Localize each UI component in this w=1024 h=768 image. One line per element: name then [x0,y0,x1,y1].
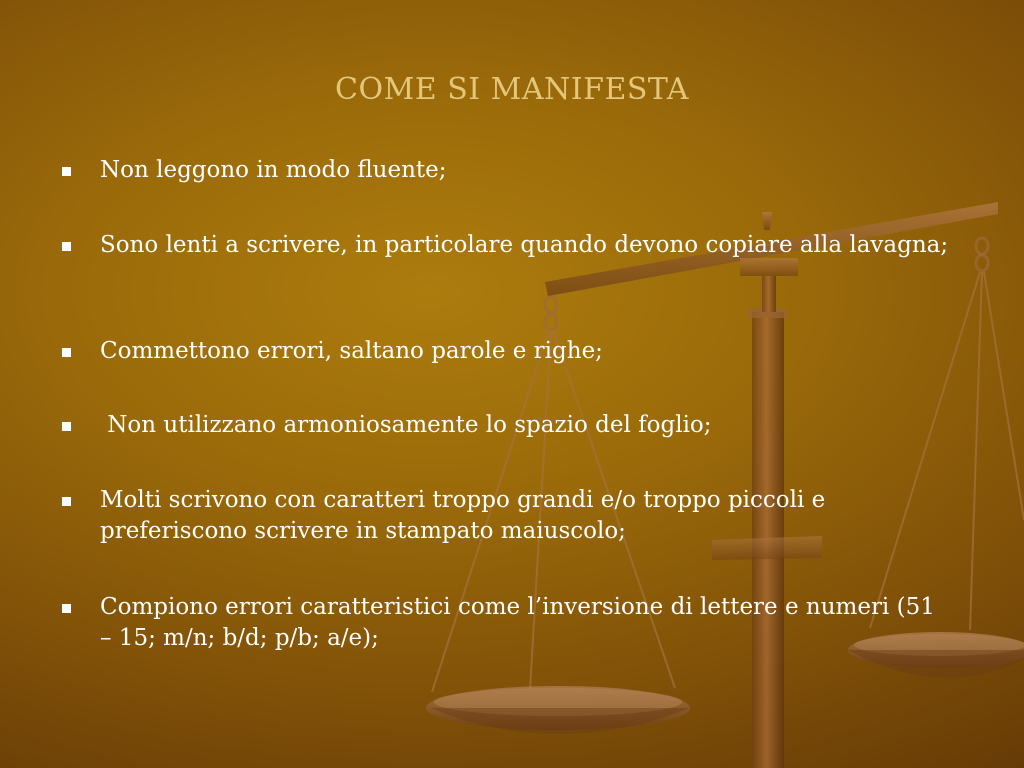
list-item-text: Non utilizzano armoniosamente lo spazio del foglio; [100,412,712,438]
square-bullet-icon [62,167,71,176]
list-item [60,410,960,441]
square-bullet-icon [62,497,71,506]
square-bullet-icon [62,348,71,357]
square-bullet-icon [62,604,71,613]
list-item [60,592,960,654]
list-item-text: Non leggono in modo fluente; [100,157,447,183]
square-bullet-icon [62,422,71,431]
list-item [60,485,960,547]
list-item [60,155,960,186]
list-item-text: Molti scrivono con caratteri troppo grandi e/o troppo piccoli e preferiscono scrivere in stampato maiuscolo; [100,487,826,544]
list-item-text: Sono lenti a scrivere, in particolare quando devono copiare alla lavagna; [100,232,949,258]
list-item-text: Compiono errori caratteristici come l’inversione di lettere e numeri (51 – 15; m/n; b/d; p/b; a/e); [100,594,935,651]
list-item [60,336,960,367]
list-item-text: Commettono errori, saltano parole e righe; [100,338,603,364]
square-bullet-icon [62,242,71,251]
slide-title: COME SI MANIFESTA [335,72,689,107]
list-item [60,230,960,261]
